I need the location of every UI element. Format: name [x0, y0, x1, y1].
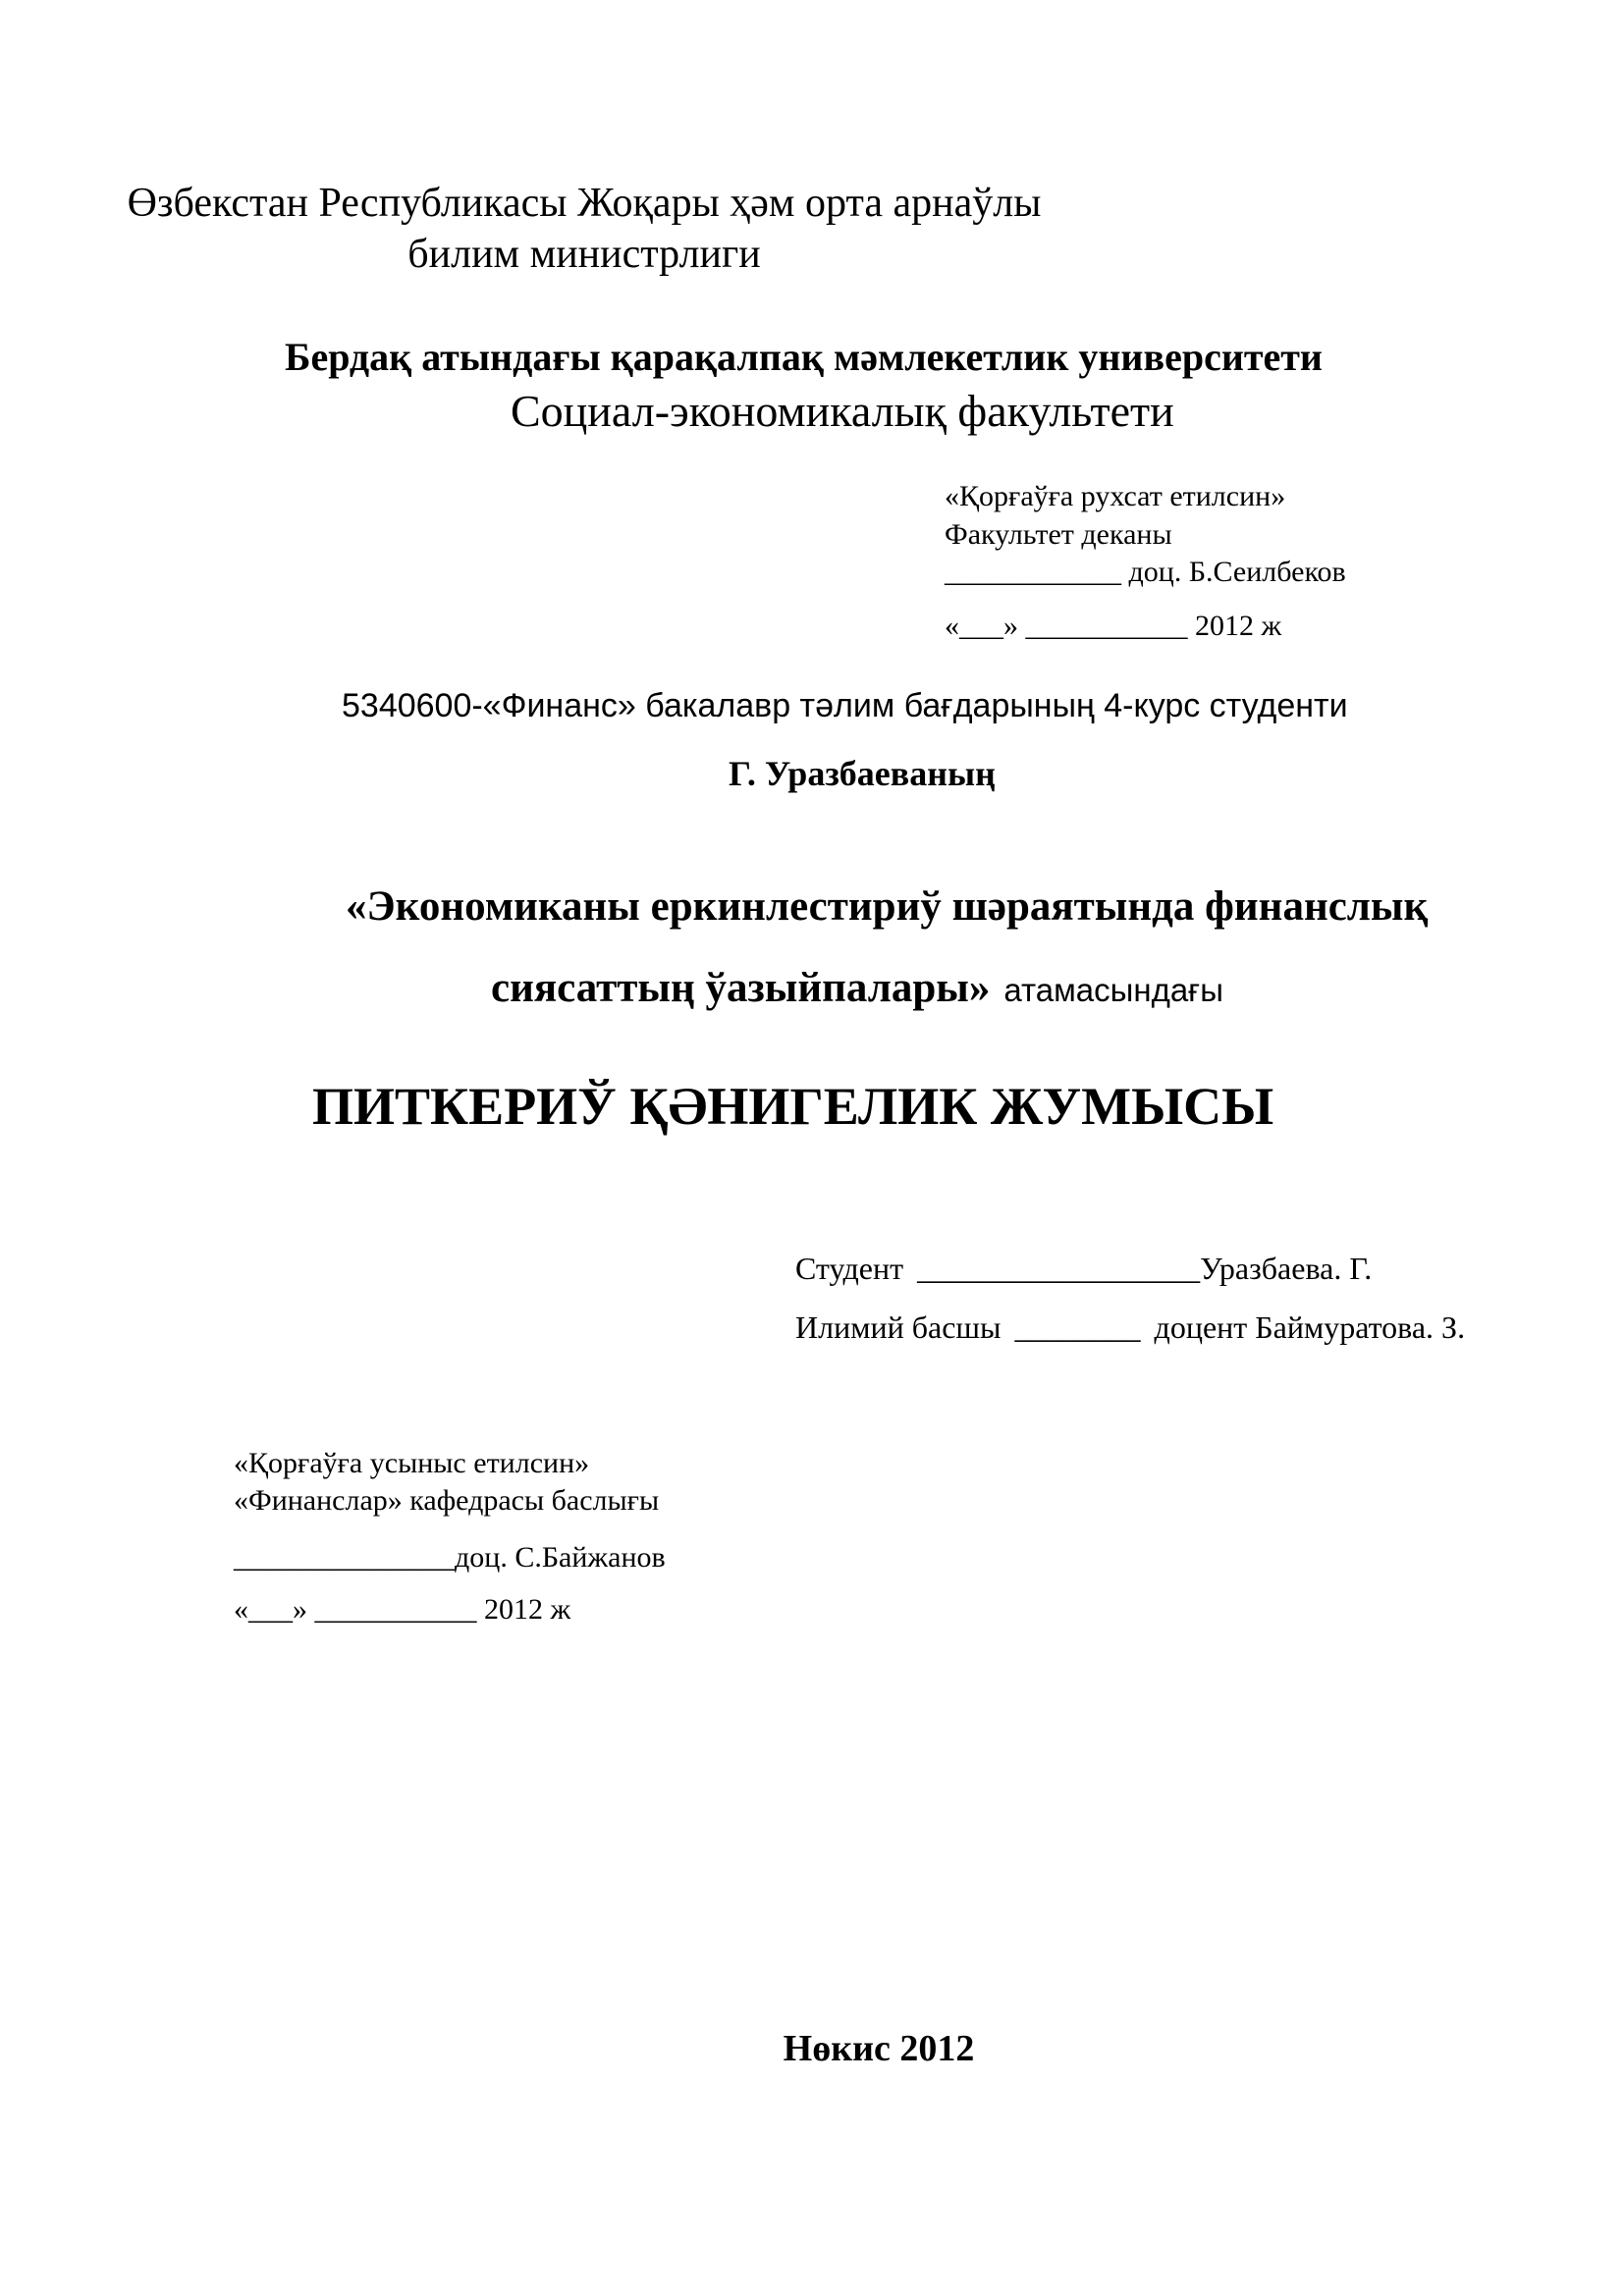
topic-line-1: «Экономиканы еркинлестириў шәраятында финанслық [346, 883, 1429, 930]
ministry-line-1: Өзбекстан Республикасы Жоқары ҳәм орта арнаўлы [127, 181, 1042, 226]
approval-top-line-3: ____________ доц. Б.Сеилбеков [945, 556, 1346, 588]
place-year: Нөкис 2012 [783, 2028, 975, 2069]
student-signature-name: Уразбаева. Г. [1200, 1251, 1373, 1286]
student-name-genitive: Г. Уразбаеваның [729, 754, 996, 793]
ministry-line-2: билим министрлиги [407, 232, 761, 277]
student-blank: _________ [917, 1251, 1059, 1286]
approval-top-line-4: «___» ___________ 2012 ж [945, 610, 1282, 642]
advisor-label: Илимий басшы [795, 1309, 1001, 1345]
approval-top-line-2: Факультет деканы [945, 518, 1172, 551]
work-title: ПИТКЕРИЎ ҚӘНИГЕЛИК ЖУМЫСЫ [312, 1077, 1274, 1136]
topic-line-2-tail: атамасындағы [1003, 972, 1223, 1008]
topic-line-2 [491, 967, 1223, 1009]
approval-top-line-1: «Қорғаўға рухсат етилсин» [945, 480, 1286, 512]
student-signature-line [795, 1253, 1372, 1284]
approval-bottom-line-1: «Қорғаўға усыныс етилсин» [234, 1447, 590, 1479]
advisor-signature-line [795, 1311, 1465, 1343]
program-line: 5340600-«Финанс» бакалавр тәлим бағдарының 4-курс студенти [342, 687, 1348, 724]
university-name: Бердақ атындағы қарақалпақ мәмлекетлик университети [285, 335, 1323, 379]
topic-line-2-bold: сиясаттың ўазыйпалары» [491, 965, 991, 1011]
faculty-name: Социал-экономикалық факультети [511, 386, 1174, 436]
approval-bottom-line-4: «___» ___________ 2012 ж [234, 1593, 571, 1626]
student-blank-2: _________ [1058, 1251, 1201, 1286]
advisor-name: доцент Баймуратова. З. [1154, 1309, 1466, 1345]
advisor-blank: ________ [1014, 1309, 1141, 1345]
student-label: Студент [795, 1251, 904, 1286]
approval-bottom-line-2: «Финанслар» кафедрасы баслығы [234, 1484, 660, 1517]
approval-bottom-line-3: _______________доц. С.Байжанов [234, 1541, 666, 1574]
